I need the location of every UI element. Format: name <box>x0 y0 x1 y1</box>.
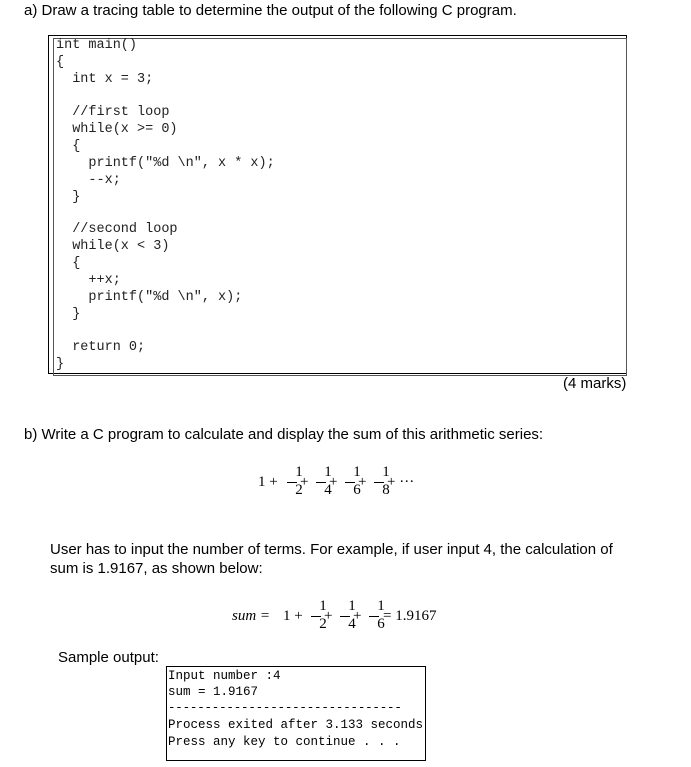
fraction-denominator: 4 <box>348 616 356 632</box>
console-line: Input number :4 <box>168 669 281 683</box>
code-line: } <box>56 357 65 372</box>
code-line: { <box>56 256 81 271</box>
code-line: --x; <box>56 173 121 188</box>
example-lhs: sum = <box>232 608 271 624</box>
fraction-numerator: 1 <box>377 598 385 614</box>
fraction-numerator: 1 <box>295 464 303 480</box>
code-line: ++x; <box>56 273 121 288</box>
series-plus: + <box>358 474 367 490</box>
example-plus: + <box>324 608 333 624</box>
code-line: { <box>56 55 65 70</box>
fraction-numerator: 1 <box>382 464 390 480</box>
console-line: -------------------------------- <box>168 701 402 715</box>
marks-a: (4 marks) <box>563 375 627 392</box>
example-formula <box>232 597 452 637</box>
code-line: //first loop <box>56 105 170 120</box>
code-line: while(x >= 0) <box>56 122 178 137</box>
code-box-inner <box>53 38 627 376</box>
console-line: Press any key to continue . . . <box>168 735 401 749</box>
code-line: //second loop <box>56 222 178 237</box>
fraction-numerator: 1 <box>348 598 356 614</box>
console-line: sum = 1.9167 <box>168 685 259 699</box>
code-line: printf("%d \n", x); <box>56 290 243 305</box>
fraction-numerator: 1 <box>324 464 332 480</box>
code-line: } <box>56 190 81 205</box>
series-formula <box>258 464 428 504</box>
series-plus: + <box>329 474 338 490</box>
series-lead: 1 + <box>258 474 278 490</box>
console-line: Process exited after 3.133 seconds <box>168 718 424 732</box>
fraction-denominator: 6 <box>353 482 361 498</box>
description-line-2: sum is 1.9167, as shown below: <box>50 560 263 577</box>
question-b: b) Write a C program to calculate and display the sum of this arithmetic series: <box>24 426 544 443</box>
fraction-denominator: 2 <box>319 616 327 632</box>
fraction-numerator: 1 <box>353 464 361 480</box>
series-tail: + ··· <box>387 474 415 490</box>
fraction-numerator: 1 <box>319 598 327 614</box>
code-line: while(x < 3) <box>56 239 170 254</box>
example-lead: 1 + <box>283 608 303 624</box>
code-line: { <box>56 139 81 154</box>
description-line-1: User has to input the number of terms. For example, if user input 4, the calculation of <box>50 541 613 558</box>
sample-output-label: Sample output: <box>58 649 159 666</box>
code-line: int x = 3; <box>56 72 154 87</box>
series-plus: + <box>300 474 309 490</box>
code-line: } <box>56 307 81 322</box>
example-result: = 1.9167 <box>383 608 437 624</box>
fraction-denominator: 6 <box>377 616 385 632</box>
example-plus: + <box>353 608 362 624</box>
code-line: printf("%d \n", x * x); <box>56 156 275 171</box>
question-a: a) Draw a tracing table to determine the output of the following C program. <box>24 2 517 19</box>
fraction-denominator: 2 <box>295 482 303 498</box>
code-line: int main() <box>56 38 138 53</box>
fraction-denominator: 8 <box>382 482 390 498</box>
code-line: return 0; <box>56 340 146 355</box>
fraction-denominator: 4 <box>324 482 332 498</box>
